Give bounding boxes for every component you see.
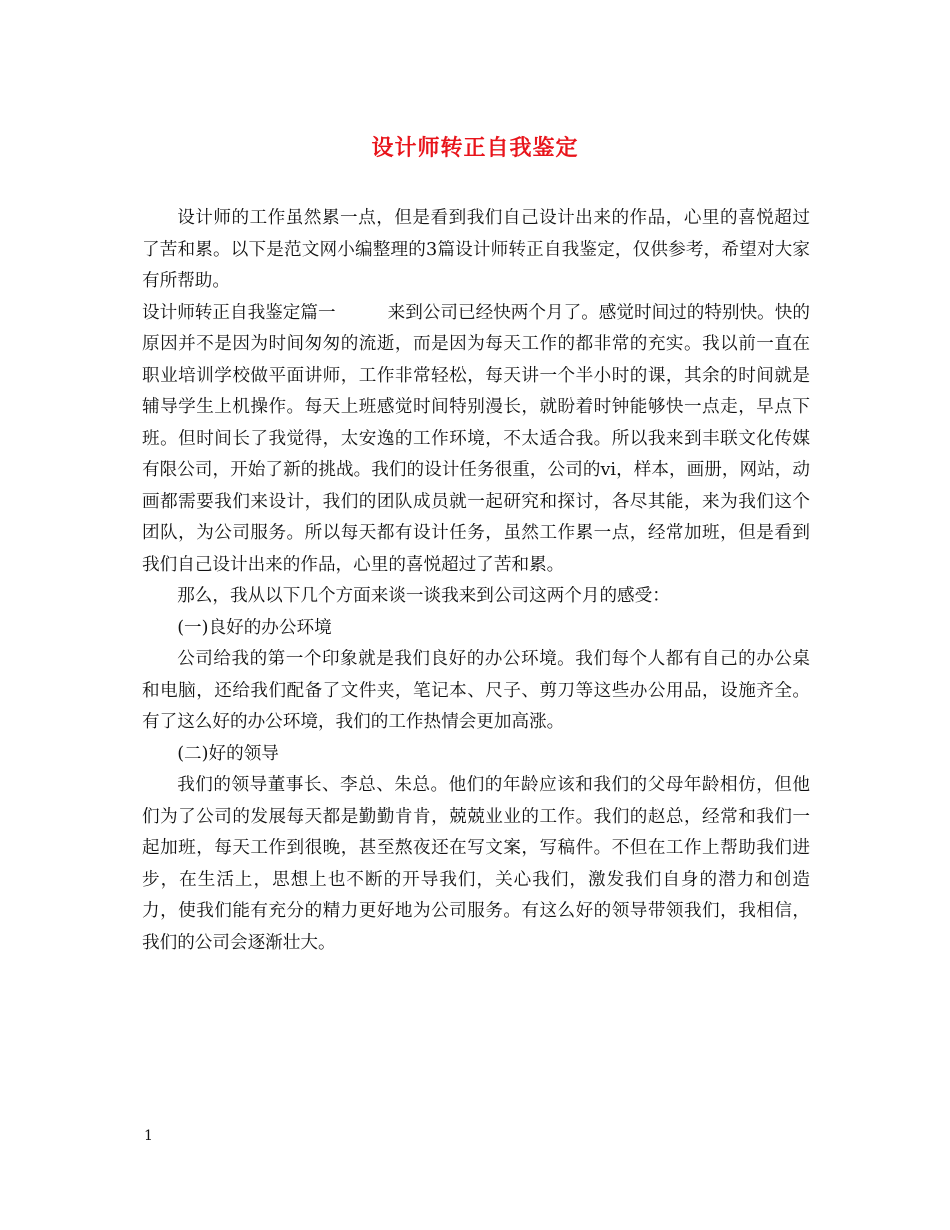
- document-title: 设计师转正自我鉴定: [371, 135, 579, 161]
- lead-paragraph: 那么，我从以下几个方面来谈一谈我来到公司这两个月的感受：: [177, 586, 670, 606]
- intro-paragraph: 设计师的工作虽然累一点，但是看到我们自己设计出来的作品，心里的喜悦超过了苦和累。以下是范文网小编整理的3篇设计师转正自我鉴定，仅供参考，希望对大家有所帮助。: [142, 208, 810, 291]
- office-environment-paragraph: 公司给我的第一个印象就是我们良好的办公环境。我们每个人都有自己的办公桌和电脑，还给我们配备了文件夹，笔记本、尺子、剪刀等这些办公用品，设施齐全。有了这么好的办公环境，我们的工作热情会更加高涨。: [142, 649, 810, 732]
- heading-office-environment: (一)良好的办公环境: [177, 617, 332, 638]
- heading-good-leadership: (二)好的领导: [177, 743, 279, 764]
- leadership-paragraph: 我们的领导董事长、李总、朱总。他们的年龄应该和我们的父母年龄相仿，但他们为了公司的发展每天都是勤勤肯肯，兢兢业业的工作。我们的赵总，经常和我们一起加班，每天工作到很晚，甚至熬夜还在写文案，写稿件。不但在工作上帮助我们进步，在生活上，思想上也不断的开导我们，关心我们，激发我们自身的潜力和创造力，使我们能有充分的精力更好地为公司服务。有这么好的领导带领我们，我相信，我们的公司会逐渐壮大。: [142, 775, 810, 953]
- section-one-text: 来到公司已经快两个月了。感觉时间过的特别快。快的原因并不是因为时间匆匆的流逝，而是因为每天工作的都非常的充实。我以前一直在职业培训学校做平面讲师，工作非常轻松，每天讲一个半小时的课，其余的时间就是辅导学生上机操作。每天上班感觉时间特别漫长，就盼着时钟能够快一点走，早点下班。但时间长了我觉得，太安逸的工作环境，不太适合我。所以我来到丰联文化传媒有限公司，开始了新的挑战。我们的设计任务很重，公司的vi，样本，画册，网站，动画都需要我们来设计，我们的团队成员就一起研究和探讨，各尽其能，来为我们这个团队，为公司服务。所以每天都有设计任务，虽然工作累一点，经常加班，但是看到我们自己设计出来的作品，心里的喜悦超过了苦和累。: [142, 302, 810, 575]
- page-number: 1: [144, 1128, 153, 1144]
- document-body: [142, 203, 810, 959]
- section-one-label: 设计师转正自我鉴定篇一: [142, 302, 336, 323]
- section-one-paragraph: [142, 298, 810, 582]
